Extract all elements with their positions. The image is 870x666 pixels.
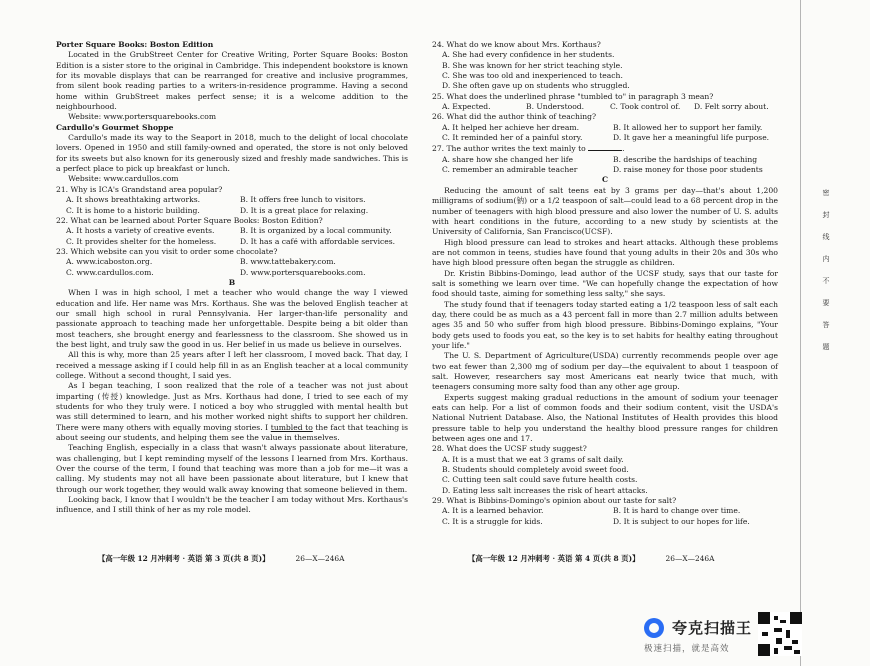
seal-line-notice: [820, 188, 832, 352]
question-27: 27. The author writes the text mainly to .: [432, 144, 625, 154]
passage-b-paragraph-2: All this is why, more than 25 years after I left her classroom, I moved back. That day, I received a message asking if I could help fill in as an English teacher at a local community college. Without a second thought, I said yes.: [56, 350, 408, 380]
passage-b-paragraph-4: Teaching English, especially in a class that wasn't always passionate about literature, was challenging, but I kept reminding myself of the lessons I learned from Mrs. Korthaus. Over the course of the term, I found that teaching was more than a job for me—it was a calling. My students may not all have been passionate about literature, but I knew that through our work together, they would walk away knowing that someone believed in them.: [56, 443, 408, 494]
seal-char: 封: [822, 211, 830, 219]
porter-paragraph: Located in the GrubStreet Center for Creative Writing, Porter Square Books: Boston Edition is a sister store to the original in Cambridge. This independent bookstore is known for its movable displays that can be rearranged for creative and inclusive programmes, from silent book reading parties to a writers-in-residence programme. Having a second home within GrubStreet makes perfect sense; it is a welcome addition to the neighbourhood.: [56, 50, 408, 112]
question-21: 21. Why is ICA's Grandstand area popular?: [56, 184, 223, 194]
question-28: 28. What does the UCSF study suggest?: [432, 444, 587, 454]
question-22-options: [56, 226, 408, 247]
cardullo-paragraph: Cardullo's made its way to the Seaport in 2018, much to the delight of local chocolate lovers. Opened in 1950 and still family-owned and operated, the store is not only beloved for its sweets but also known for its generously sized and freshly made sandwiches. This is a perfect place to pick up breakfast or lunch.: [56, 133, 408, 174]
question-26-options: [432, 123, 778, 144]
option: D. Eating less salt increases the risk of heart attacks.: [442, 485, 648, 495]
page-4-footer: [468, 553, 714, 564]
question-25: 25. What does the underlined phrase "tumbled to" in paragraph 3 mean?: [432, 91, 714, 101]
seal-char: 密: [822, 189, 830, 197]
option: C. It provides shelter for the homeless.: [66, 236, 217, 246]
question-29-options: [432, 506, 778, 527]
underlined-phrase: tumbled to: [270, 422, 313, 432]
scanner-brand-name: 夸克扫描王: [672, 619, 753, 637]
option: C. Took control of.: [610, 102, 681, 112]
answer-blank: [588, 143, 622, 151]
option: A. Expected.: [442, 102, 491, 112]
page-3-footer: [98, 553, 344, 564]
porter-title: Porter Square Books: Boston Edition: [56, 40, 214, 49]
paragraph-3-start: As I began teaching, I soon realized that the role of a teacher was not just about imparting (传授) knowledge. Just as Mrs. Korthaus had done, I tried to see each of my students for who they truly were. I noticed a boy who struggled with mental health but was still determined to learn, and his mother worked night shifts to support her children. There were many others with equally moving stories. I: [56, 381, 408, 432]
footer-title: 【高一年级 12 月冲刺考 · 英语 第 3 页(共 8 页)】: [98, 554, 270, 563]
option: A. It is a must that we eat 3 grams of salt daily.: [442, 454, 624, 464]
scanner-slogan: 极速扫描，就是高效: [644, 644, 730, 654]
option: A. She had every confidence in her students.: [442, 50, 615, 60]
passage-c-paragraph-5: The U. S. Department of Agriculture(USDA) currently recommends people over age two eat fewer than 2,300 mg of sodium per day—the equivalent to about 1 teaspoon of salt. However, researchers say most Americans eat nearly twice that much, with teenagers consuming more salty food than any other age group.: [432, 351, 778, 392]
option: B. describe the hardships of teaching: [613, 154, 758, 164]
section-c-heading: C: [601, 175, 609, 185]
option: B. It offers free lunch to visitors.: [240, 195, 366, 205]
option: D. She often gave up on students who struggled.: [442, 81, 630, 91]
left-column: [56, 40, 408, 516]
option: A. It hosts a variety of creative events.: [66, 226, 215, 236]
option: A. www.icaboston.org.: [66, 257, 153, 267]
option: B. It allowed her to support her family.: [613, 122, 763, 132]
option: D. Felt sorry about.: [694, 102, 769, 112]
footer-code: 26—X—246A: [665, 554, 715, 563]
option: D. www.portersquarebooks.com.: [240, 267, 366, 277]
porter-website: Website: www.portersquarebooks.com: [68, 112, 217, 122]
footer-code: 26—X—246A: [295, 554, 345, 563]
seal-char: 要: [822, 299, 830, 307]
option: A. share how she changed her life: [442, 154, 574, 164]
option: A. It is a learned behavior.: [442, 506, 544, 516]
option: B. www.tattebakery.com.: [240, 257, 336, 267]
cardullo-website: Website: www.cardullos.com: [68, 174, 179, 184]
option: C. remember an admirable teacher: [442, 165, 578, 175]
option: D. It has a café with affordable services.: [240, 236, 396, 246]
passage-b-paragraph-3: [56, 381, 408, 443]
qr-code-icon: [758, 612, 802, 656]
paragraph-3-end: the fact that teaching is about seeing our students, and helping them see the value in themselves.: [56, 422, 409, 443]
option: A. It helped her achieve her dream.: [442, 122, 579, 132]
option: B. She was known for her strict teaching style.: [442, 60, 623, 70]
passage-c-paragraph-4: The study found that if teenagers today started eating a 1/2 teaspoon less of salt each day, there could be as much as a 43 percent fall in more than 2.7 million adults between ages 35 and 50 who suffer from high blood pressure. Bibbins-Domingo explains, "Your body gets used to foods you eat, so the key is to set habits for healthy eating throughout your life.": [432, 299, 778, 350]
seal-char: 内: [822, 255, 830, 263]
question-27-stem: 27. The author writes the text mainly to: [432, 144, 586, 154]
option: D. It is subject to our hopes for life.: [613, 516, 750, 526]
question-23-options: [56, 257, 408, 278]
question-29: 29. What is Bibbins-Domingo's opinion about our taste for salt?: [432, 496, 677, 506]
question-21-options: [56, 195, 408, 216]
passage-c-paragraph-3: Dr. Kristin Bibbins-Domingo, lead author of the UCSF study, says that our taste for salt is something we learn over time. "We can hopefully change the expectation of how food should taste, aiming for something less salty," she says.: [432, 268, 778, 299]
option: C. She was too old and inexperienced to teach.: [442, 71, 623, 81]
option: A. It shows breathtaking artworks.: [66, 195, 200, 205]
seal-char: 线: [822, 233, 830, 241]
right-column: [432, 40, 778, 527]
cardullo-title: Cardullo's Gourmet Shoppe: [56, 122, 174, 132]
seal-char: 题: [822, 343, 830, 351]
passage-b-paragraph-1: When I was in high school, I met a teacher who would change the way I viewed education and life. Her name was Mrs. Korthaus. She was the beloved English teacher at our small high school in rural Pennsylvania. Her larger-than-life personality and passionate approach to teaching made her unforgettable. Despite being a bit older than most teachers, she brought energy and fearlessness to the classroom. She showed us in the best light, and truly saw the good in us. Her belief in us made us believe in ourselves.: [56, 288, 408, 349]
passage-c-paragraph-2: High blood pressure can lead to strokes and heart attacks. Although these problems are not common in teens, studies have found that young adults in their 20s and 30s who have high blood pressure often began the struggle as children.: [432, 237, 778, 268]
option: B. It is hard to change over time.: [613, 506, 741, 516]
question-27-options: [432, 155, 778, 176]
footer-title: 【高一年级 12 月冲刺考 · 英语 第 4 页(共 8 页)】: [468, 554, 640, 563]
binding-line: [800, 0, 801, 666]
seal-char: 不: [822, 277, 830, 285]
section-b-heading: B: [228, 277, 236, 287]
option: C. It is home to a historic building.: [66, 205, 200, 215]
option: C. It reminded her of a painful story.: [442, 133, 583, 143]
question-23: 23. Which website can you visit to order some chocolate?: [56, 246, 278, 256]
question-25-options: [432, 102, 778, 112]
option: C. It is a struggle for kids.: [442, 516, 543, 526]
question-24: 24. What do we know about Mrs. Korthaus?: [432, 40, 601, 49]
question-26: 26. What did the author think of teaching?: [432, 112, 597, 122]
option: B. Students should completely avoid sweet food.: [442, 465, 629, 475]
scanner-watermark: [644, 617, 752, 638]
passage-c-paragraph-6: Experts suggest making gradual reductions in the amount of sodium your teenager eats can help. For a list of common foods and their sodium content, visit the USDA's National Nutrient Database. Also, the National Institutes of Health provides this blood pressure table to help you understand the healthy blood pressure ranges for children between ages one and 17.: [432, 392, 778, 444]
question-22: 22. What can be learned about Porter Square Books: Boston Edition?: [56, 215, 323, 225]
option: D. raise money for those poor students: [613, 165, 763, 175]
option: C. Cutting teen salt could save future health costs.: [442, 475, 638, 485]
option: D. It is a great place for relaxing.: [240, 205, 369, 215]
passage-b-paragraph-5: Looking back, I know that I wouldn't be the teacher I am today without Mrs. Korthaus's influence, and I still think of her as my role model.: [56, 495, 408, 515]
option: B. It is organized by a local community.: [240, 226, 392, 236]
scanner-logo-icon: [644, 618, 664, 638]
option: D. It gave her a meaningful life purpose.: [613, 133, 770, 143]
passage-c-paragraph-1: Reducing the amount of salt teens eat by 3 grams per day—that's about 1,200 milligrams of sodium(钠) or a 1/2 teaspoon of salt—could lead to a 68 percent drop in the number of teenagers with high blood pressure and also lower the number of U. S. adults with heart conditions in the future, according to a new study by scientists at the University of California, San Francisco(UCSF).: [432, 185, 778, 237]
option: B. Understood.: [526, 102, 585, 112]
option: C. www.cardullos.com.: [66, 267, 154, 277]
seal-char: 答: [822, 321, 830, 329]
